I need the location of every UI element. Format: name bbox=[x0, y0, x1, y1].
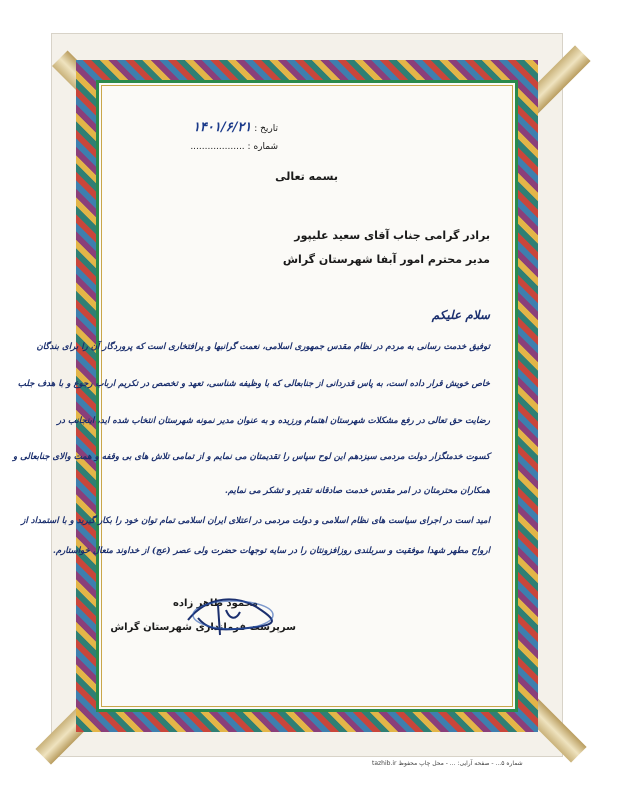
date-label: تاریخ : bbox=[254, 124, 278, 134]
body-line-5: همکاران محترمتان در امر مقدس خدمت صادقانه تقدیر و تشکر می نمایم. bbox=[224, 486, 490, 496]
body-line-3: رضایت حق تعالی در رفع مشکلات شهرستان اهتمام ورزیده و به عنوان مدیر نمونه شهرستان انتخاب شده اید، اینجانب در bbox=[56, 416, 490, 426]
signer-name: محمود طاهر زاده bbox=[172, 598, 258, 609]
footer-left-text: شماره ۵... - صفحه آرایی: ... - محل چاپ محفوظ bbox=[398, 760, 523, 767]
recipient-line-2: مدیر محترم امور آبفا شهرستان گراش bbox=[282, 253, 490, 266]
number-dots: ................... bbox=[190, 142, 245, 152]
date-row bbox=[193, 120, 278, 135]
signer-title: سرپرست فرمانداری شهرستان گراش bbox=[110, 622, 296, 633]
recipient-line-1: برادر گرامی جناب آقای سعید علیپور bbox=[294, 229, 490, 242]
body-line-4: کسوت خدمتگزار دولت مردمی سیزدهم این لوح سپاس را تقدیمتان می نمایم و از تمامی تلاش های بی وقفه و همت والای جنابعالی و bbox=[12, 452, 490, 462]
greeting: سلام علیکم bbox=[431, 308, 490, 322]
footer-text bbox=[372, 760, 523, 767]
opening-basmala: بسمه تعالی bbox=[275, 170, 338, 183]
body-line-2: خاص خویش قرار داده است، به پاس قدردانی از جنابعالی که با وظیفه شناسی، تعهد و تخصص در تکریم ارباب رجوع و با هدف جلب bbox=[17, 379, 490, 389]
number-label: شماره : bbox=[247, 142, 278, 152]
signature-mark bbox=[178, 590, 288, 640]
number-row bbox=[190, 142, 278, 152]
footer-site: tazhib.ir bbox=[372, 760, 397, 767]
body-line-7: ارواح مطهر شهدا موفقیت و سربلندی روزافزونتان را در سایه توجهات حضرت ولی عصر (عج) از خداوند متعال خواستارم. bbox=[52, 546, 490, 556]
body-line-6: امید است در اجرای سیاست های نظام اسلامی و دولت مردمی در اعتلای ایران اسلامی تمام توان خود را بکار گیرید و با استمداد از bbox=[21, 516, 490, 526]
body-line-1: توفیق خدمت رسانی به مردم در نظام مقدس جمهوری اسلامی، نعمت گرانبها و پرافتخاری است که پروردگار آن را برای بندگان bbox=[36, 342, 490, 352]
date-value: ۱۴۰۱/۶/۲۱ bbox=[192, 120, 252, 135]
